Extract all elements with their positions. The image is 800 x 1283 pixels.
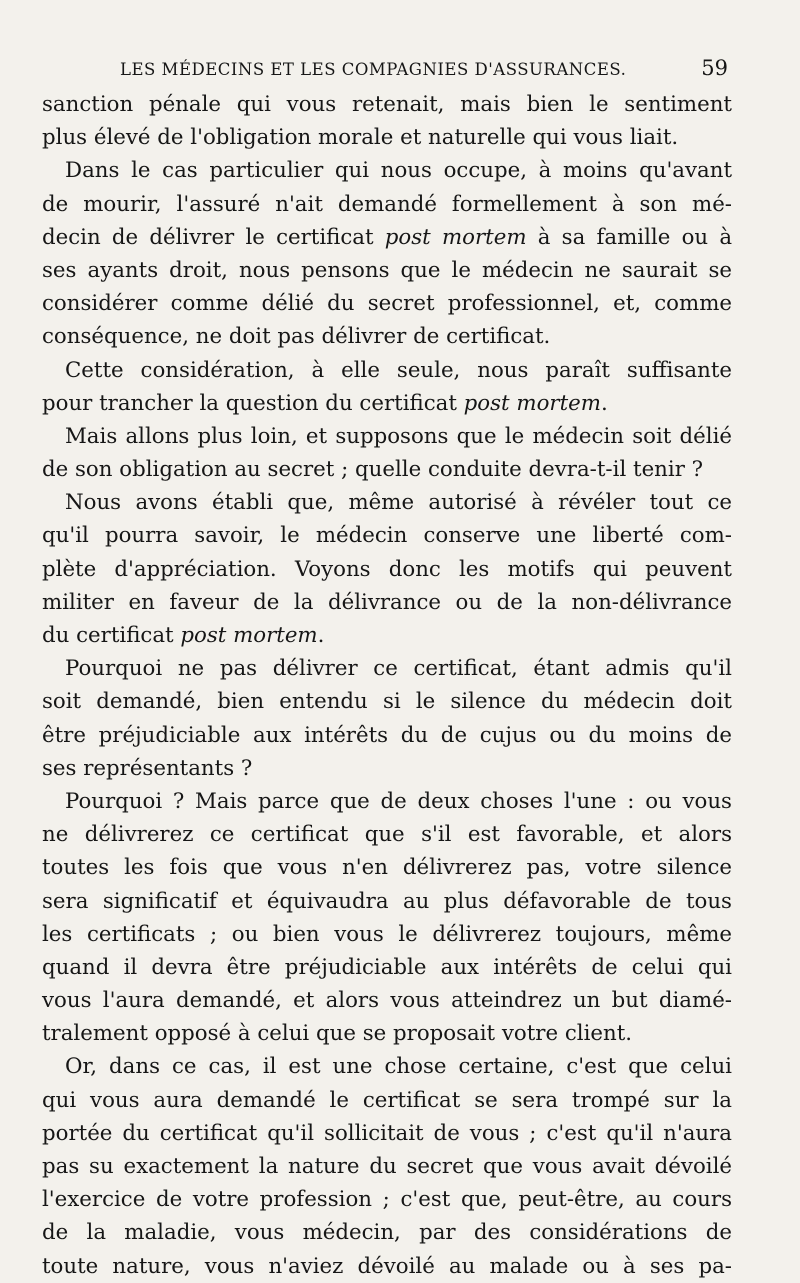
text-line: de mourir, l'assuré n'ait demandé formellement à son mé- [42, 191, 732, 217]
text-line: ne délivrerez ce certificat que s'il est favorable, et alors [42, 822, 732, 848]
running-header [120, 56, 728, 86]
text-line: sera significatif et équivaudra au plus défavorable de tous [42, 888, 732, 914]
text-line: considérer comme délié du secret professionnel, et, comme [42, 291, 732, 317]
text-line: Cette considération, à elle seule, nous paraît suffisante [65, 357, 732, 383]
text-line: Dans le cas particulier qui nous occupe, à moins qu'avant [65, 158, 732, 184]
page-number: 59 [701, 56, 728, 80]
text-line: Pourquoi ne pas délivrer ce certificat, étant admis qu'il [65, 656, 732, 682]
text-line: tralement opposé à celui que se proposait votre client. [42, 1021, 633, 1047]
text-line: vous l'aura demandé, et alors vous atteindrez un but diamé- [42, 988, 732, 1014]
text-line: ses ayants droit, nous pensons que le médecin ne saurait se [42, 257, 732, 283]
text-line: Or, dans ce cas, il est une chose certaine, c'est que celui [65, 1054, 732, 1080]
text-line: de la maladie, vous médecin, par des considérations de [42, 1220, 732, 1246]
body-text [42, 88, 732, 1283]
text-line: ses représentants ? [42, 755, 253, 781]
text-line: plète d'appréciation. Voyons donc les motifs qui peuvent [42, 556, 732, 582]
text-line: toutes les fois que vous n'en délivrerez pas, votre silence [42, 855, 732, 881]
text-line: les certificats ; ou bien vous le délivrerez toujours, même [42, 921, 732, 947]
text-line: pas su exactement la nature du secret que vous avait dévoilé [42, 1154, 732, 1179]
text-line: Nous avons établi que, même autorisé à révéler tout ce [65, 490, 732, 516]
text-line: pour trancher la question du certificat post mortem. [42, 390, 608, 416]
text-line: qu'il pourra savoir, le médecin conserve une liberté com- [42, 523, 732, 549]
text-line: soit demandé, bien entendu si le silence du médecin doit [42, 689, 732, 715]
text-line: du certificat post mortem. [42, 623, 325, 648]
text-line: quand il devra être préjudiciable aux intérêts de celui qui [42, 954, 732, 980]
text-line: militer en faveur de la délivrance ou de la non-délivrance [42, 589, 732, 615]
text-line: qui vous aura demandé le certificat se sera trompé sur la [42, 1087, 732, 1113]
text-line: l'exercice de votre profession ; c'est que, peut-être, au cours [42, 1187, 732, 1213]
text-line: portée du certificat qu'il sollicitait de vous ; c'est qu'il n'aura [42, 1120, 732, 1146]
text-line: decin de délivrer le certificat post mortem à sa famille ou à [42, 224, 733, 250]
text-line: plus élevé de l'obligation morale et naturelle qui vous liait. [42, 125, 679, 151]
text-line: toute nature, vous n'aviez dévoilé au malade ou à ses pa- [42, 1253, 732, 1279]
text-line: de son obligation au secret ; quelle conduite devra-t-il tenir ? [42, 457, 704, 483]
text-line: Pourquoi ? Mais parce que de deux choses l'une : ou vous [65, 788, 732, 814]
running-title: LES MÉDECINS ET LES COMPAGNIES D'ASSURANCES. [120, 60, 627, 79]
text-line: être préjudiciable aux intérêts du de cujus ou du moins de [42, 722, 732, 748]
text-line: conséquence, ne doit pas délivrer de certificat. [42, 324, 551, 350]
text-line: sanction pénale qui vous retenait, mais bien le sentiment [42, 92, 732, 117]
text-line: Mais allons plus loin, et supposons que le médecin soit délié [65, 423, 732, 449]
